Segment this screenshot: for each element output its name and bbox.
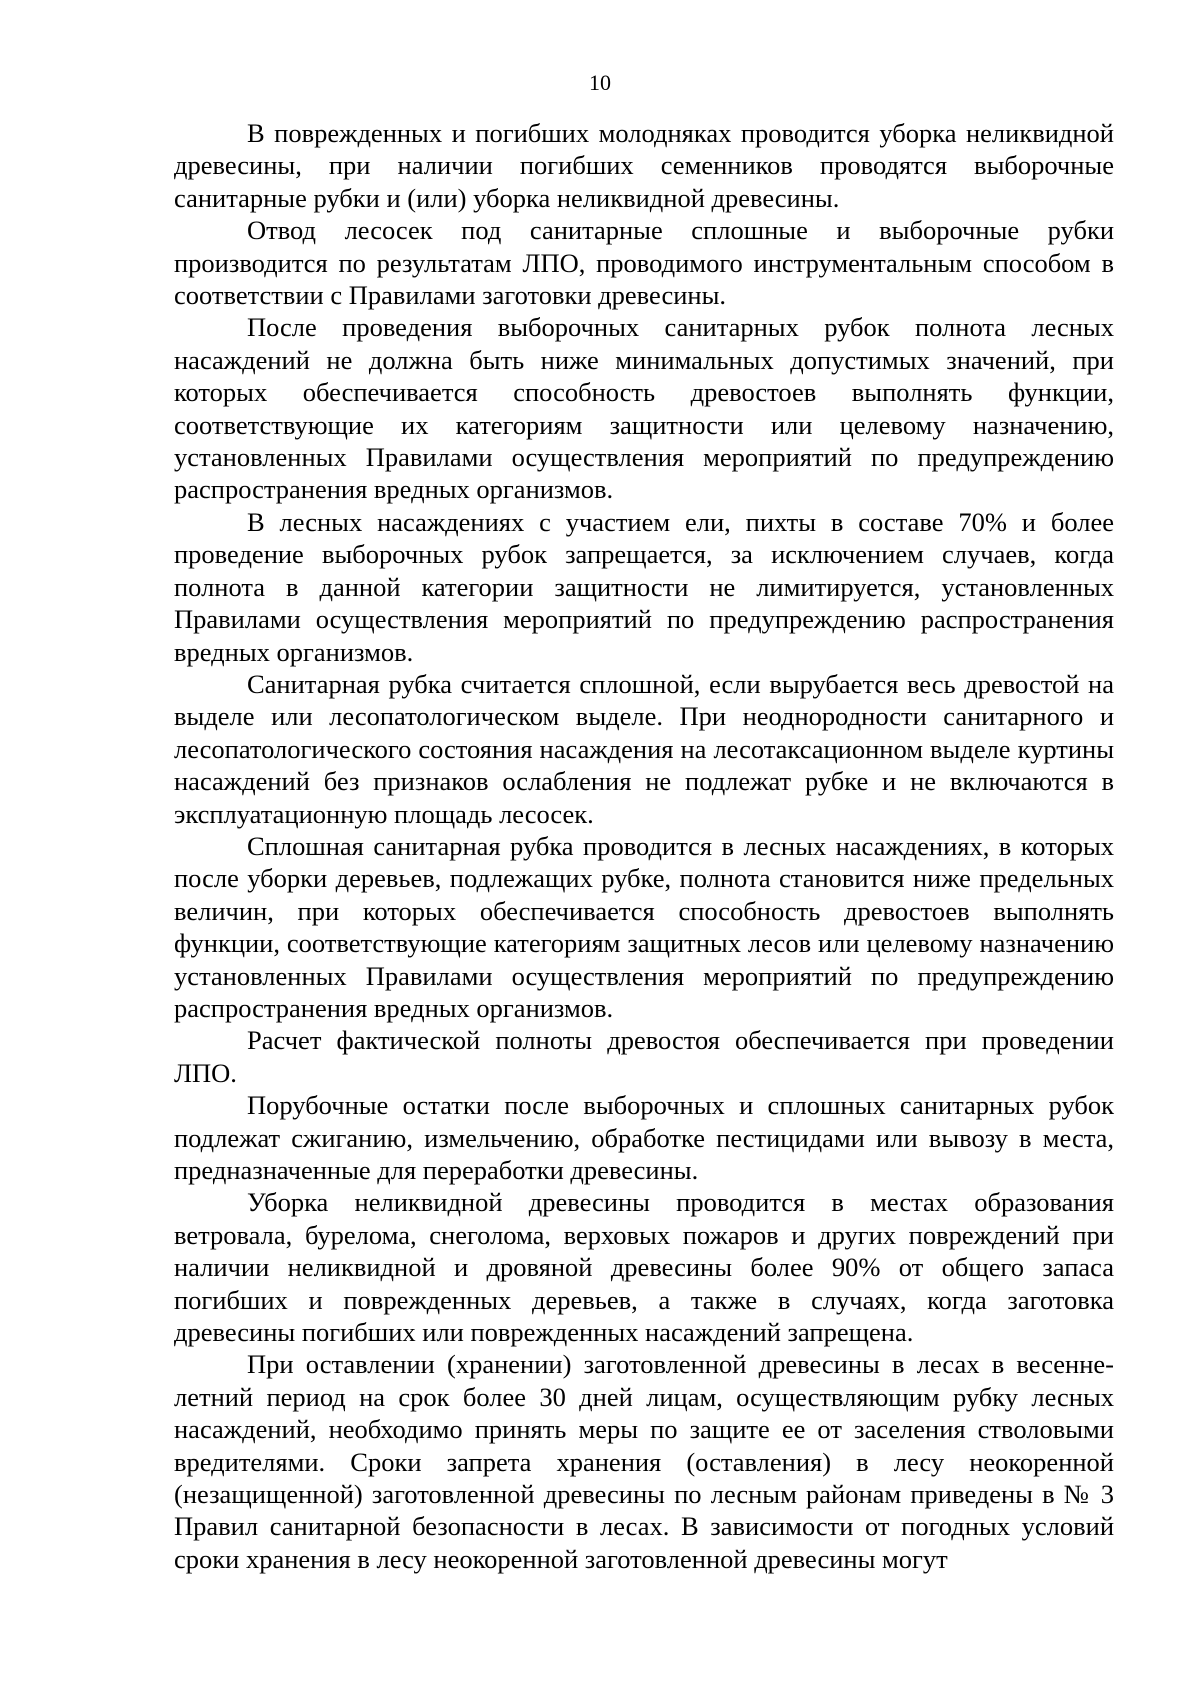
paragraph: Сплошная санитарная рубка проводится в лесных насаждениях, в которых после уборки деревьев, подлежащих рубке, полнота становится ниже предельных величин, при которых обеспечивается способность древостоев выполнять функции, соответствующие категориям защитных лесов или целевому назначению установленных Правилами осуществления мероприятий по предупреждению распространения вредных организмов. — [174, 830, 1114, 1023]
paragraph: После проведения выборочных санитарных рубок полнота лесных насаждений не должна быть ниже минимальных допустимых значений, при которых обеспечивается способность древостоев выполнять функции, соответствующие их категориям защитности или целевому назначению, установленных Правилами осуществления мероприятий по предупреждению распространения вредных организмов. — [174, 312, 1114, 505]
paragraph: В поврежденных и погибших молодняках проводится уборка неликвидной древесины, при наличии погибших семенников проводятся выборочные санитарные рубки и (или) уборка неликвидной древесины. — [174, 118, 1114, 213]
page-number: 10 — [589, 70, 611, 95]
paragraph: Порубочные остатки после выборочных и сплошных санитарных рубок подлежат сжиганию, измельчению, обработке пестицидами или вывозу в места, предназначенные для переработки древесины. — [174, 1090, 1114, 1185]
document-body — [174, 117, 1114, 1575]
paragraph: В лесных насаждениях с участием ели, пихты в составе 70% и более проведение выборочных рубок запрещается, за исключением случаев, когда полнота в данной категории защитности не лимитируется, установленных Правилами осуществления мероприятий по предупреждению распространения вредных организмов. — [174, 506, 1114, 667]
paragraph: При оставлении (хранении) заготовленной древесины в лесах в весенне-летний период на срок более 30 дней лицам, осуществляющим рубку лесных насаждений, необходимо принять меры по защите ее от заселения стволовыми вредителями. Сроки запрета хранения (оставления) в лесу неокоренной (незащищенной) заготовленной древесины по лесным районам приведены в № 3 Правил санитарной безопасности в лесах. В зависимости от погодных условий сроки хранения в лесу неокоренной заготовленной древесины могут — [174, 1349, 1114, 1574]
paragraph: Санитарная рубка считается сплошной, если вырубается весь древостой на выделе или лесопатологическом выделе. При неоднородности санитарного и лесопатологического состояния насаждения на лесотаксационном выделе куртины насаждений без признаков ослабления не подлежат рубке и не включаются в эксплуатационную площадь лесосек. — [174, 668, 1114, 829]
paragraph: Отвод лесосек под санитарные сплошные и выборочные рубки производится по результатам ЛПО, проводимого инструментальным способом в соответствии с Правилами заготовки древесины. — [174, 215, 1114, 311]
paragraph: Расчет фактической полноты древостоя обеспечивается при проведении ЛПО. — [174, 1025, 1114, 1088]
paragraph: Уборка неликвидной древесины проводится в местах образования ветровала, бурелома, снеголома, верховых пожаров и других повреждений при наличии неликвидной и дровяной древесины более 90% от общего запаса погибших и поврежденных деревьев, а также в случаях, когда заготовка древесины погибших или поврежденных насаждений запрещена. — [174, 1187, 1114, 1348]
